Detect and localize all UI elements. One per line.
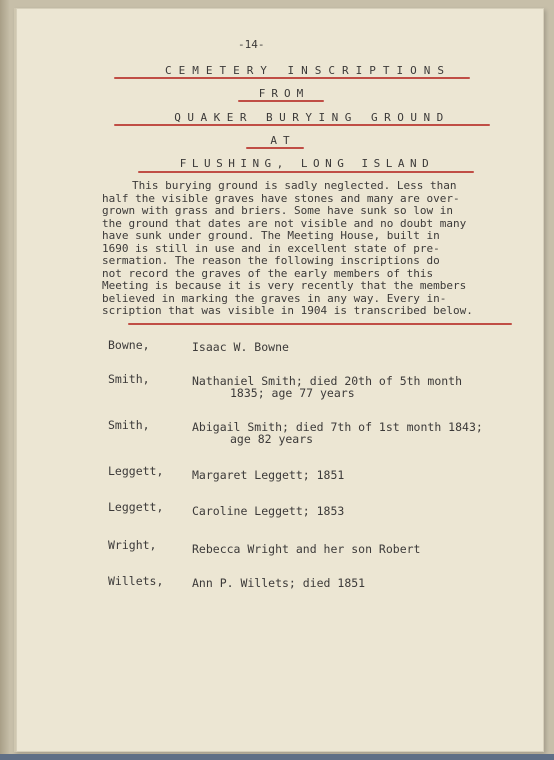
entry-inscription: Ann P. Willets; died 1851: [192, 576, 366, 590]
entry-surname: Wright,: [108, 538, 157, 552]
entry-inscription: Margaret Leggett; 1851: [192, 468, 345, 482]
entry-inscription: Rebecca Wright and her son Robert: [192, 542, 421, 556]
heading-at: AT: [270, 134, 296, 147]
entry-surname: Bowne,: [108, 338, 150, 352]
intro-line: not record the graves of the early members of this: [102, 266, 434, 280]
intro-line: 1690 is still in use and in excellent state of pre-: [102, 241, 440, 255]
heading-underline: [138, 171, 474, 173]
heading-cemetery-inscriptions: CEMETERY INSCRIPTIONS: [164, 64, 452, 77]
heading-quaker-burying-ground: QUAKER BURYING GROUND: [174, 111, 450, 124]
entry-surname: Leggett,: [108, 464, 164, 478]
heading-underline: [246, 147, 304, 149]
intro-line: scription that was visible in 1904 is transcribed below.: [102, 304, 473, 317]
intro-paragraph: [102, 180, 512, 318]
entry-surname: Smith,: [108, 418, 150, 432]
entry-surname: Leggett,: [108, 500, 164, 514]
heading-underline: [238, 100, 324, 102]
intro-line: sermation. The reason the following inscriptions do: [102, 254, 440, 267]
heading-from: FROM: [258, 87, 310, 100]
intro-line: have sunk under ground. The Meeting House, built in: [102, 229, 440, 242]
intro-line: the ground that dates are not visible and no doubt many: [102, 216, 467, 230]
entry-inscription: Isaac W. Bowne: [192, 340, 289, 354]
book-spine-edge: [0, 0, 10, 760]
bottom-band: [0, 754, 554, 760]
heading-flushing-long-island: FLUSHING, LONG ISLAND: [179, 157, 435, 170]
entry-surname: Smith,: [108, 372, 150, 386]
entry-inscription-continued: age 82 years: [230, 432, 314, 446]
intro-line: Meeting is because it is very recently that the members: [102, 279, 467, 292]
entry-inscription-continued: 1835; age 77 years: [230, 386, 355, 400]
page-number: -14-: [238, 38, 265, 51]
intro-line: believed in marking the graves in any way. Every in-: [102, 291, 447, 305]
section-divider: [128, 323, 512, 325]
entry-inscription: Nathaniel Smith; died 20th of 5th month: [192, 374, 463, 388]
entry-inscription: Abigail Smith; died 7th of 1st month 1843;: [192, 420, 483, 434]
heading-underline: [114, 77, 470, 79]
entry-surname: Willets,: [108, 574, 164, 588]
intro-line: grown with grass and briers. Some have sunk so low in: [102, 204, 453, 217]
entry-inscription: Caroline Leggett; 1853: [192, 504, 345, 518]
heading-underline: [114, 124, 490, 126]
intro-line: This burying ground is sadly neglected. Less than: [132, 179, 457, 192]
intro-line: half the visible graves have stones and many are over-: [102, 191, 460, 205]
